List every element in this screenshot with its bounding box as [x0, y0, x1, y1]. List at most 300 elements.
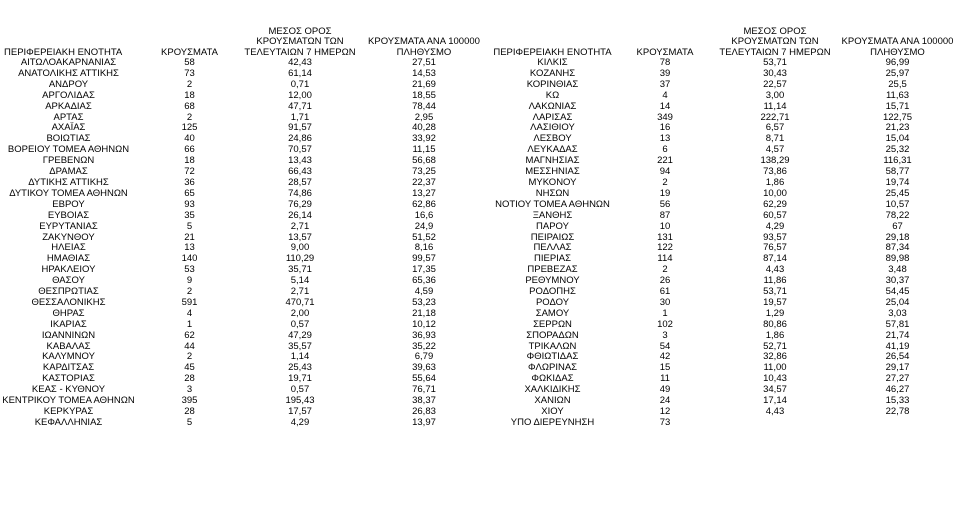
cases-cell: 349 [657, 111, 673, 123]
region-cell: ΝΗΣΩΝ [535, 187, 570, 199]
cases-cell: 39 [659, 67, 671, 79]
cases-cell: 24 [659, 395, 671, 407]
region-cell: ΑΙΤΩΛΟΑΚΑΡΝΑΝΙΑΣ [20, 57, 117, 68]
per100k-cell: 22,78 [885, 406, 910, 417]
region-header: ΠΕΡΙΦΕΡΕΙΑΚΗ ΕΝΟΤΗΤΑ [4, 46, 123, 58]
region-cell: ΑΡΚΑΔΙΑΣ [45, 100, 92, 112]
cases-cell: 5 [186, 220, 193, 232]
avg7-cell: 9,00 [290, 242, 310, 254]
avg7-cell: 470,71 [285, 296, 315, 308]
per100k-cell: 26,54 [885, 351, 910, 363]
table-row [0, 418, 490, 429]
cases-cell: 35 [184, 209, 195, 221]
per100k-cell: 76,71 [412, 384, 436, 396]
region-cell: ΑΝΑΤΟΛΙΚΗΣ ΑΤΤΙΚΗΣ [18, 67, 119, 79]
table-row [490, 211, 960, 222]
region-cell: ΚΕΦΑΛΛΗΝΙΑΣ [34, 416, 103, 428]
cases-cell: 54 [659, 340, 671, 352]
region-cell: ΔΥΤΙΚΟΥ ΤΟΜΕΑ ΑΘΗΝΩΝ [9, 187, 128, 199]
per100k-cell: 54,45 [885, 286, 910, 298]
cases-cell: 45 [184, 362, 195, 374]
region-cell: ΠΕΛΛΑΣ [533, 242, 572, 254]
region-cell: ΑΡΓΟΛΙΔΑΣ [42, 89, 95, 101]
cases-cell: 10 [659, 220, 671, 232]
per100k-cell: 27,27 [885, 373, 910, 385]
per100k-header [835, 24, 960, 58]
cases-cell: 19 [659, 187, 671, 199]
per100k-cell: 15,04 [885, 133, 910, 145]
avg7-cell: 110,29 [285, 253, 315, 265]
cases-cell: 94 [659, 166, 671, 178]
per100k-cell: 57,81 [885, 318, 910, 330]
avg7-cell: 2,00 [290, 307, 310, 319]
cases-cell: 221 [657, 155, 673, 167]
avg7-cell: 42,43 [288, 57, 312, 68]
region-cell: ΔΥΤΙΚΗΣ ΑΤΤΙΚΗΣ [28, 176, 109, 188]
per100k-cell: 8,16 [414, 242, 434, 254]
cases-cell: 2 [186, 351, 193, 363]
avg7-cell: 52,71 [763, 340, 787, 352]
cases-cell: 3 [186, 384, 193, 396]
avg7-cell: 2,71 [290, 220, 310, 232]
cases-cell: 102 [657, 318, 673, 330]
avg7-header-line3: ΤΕΛΕΥΤΑΙΩΝ 7 ΗΜΕΡΩΝ [244, 46, 356, 58]
avg7-cell: 1,29 [765, 307, 785, 319]
cases-cell: 30 [659, 296, 671, 308]
region-cell: ΡΟΔΟΠΗΣ [529, 286, 576, 298]
cases-cell: 114 [657, 253, 673, 265]
region-cell: ΞΑΝΘΗΣ [532, 209, 573, 221]
region-cell: ΗΡΑΚΛΕΙΟΥ [41, 264, 96, 276]
per100k-cell: 73,25 [412, 166, 436, 178]
cases-cell: 3 [662, 329, 668, 341]
per100k-cell: 27,51 [412, 57, 436, 68]
per100k-cell: 78,44 [412, 100, 436, 112]
region-cell: ΚΑΣΤΟΡΙΑΣ [42, 373, 95, 385]
cases-cell: 2 [186, 111, 193, 123]
region-cell: ΣΕΡΡΩΝ [533, 318, 572, 330]
cases-cell: 18 [184, 89, 195, 101]
region-cell: ΑΡΤΑΣ [53, 111, 84, 123]
avg7-header-line2: ΚΡΟΥΣΜΑΤΩΝ ΤΩΝ [256, 36, 344, 47]
per100k-cell: 11,15 [412, 144, 436, 156]
cases-cell: 1 [662, 307, 668, 319]
avg7-cell: 19,71 [288, 373, 312, 385]
per100k-cell: 10,57 [885, 198, 910, 210]
per100k-cell: 2,95 [414, 111, 434, 123]
per100k-cell: 24,9 [414, 220, 434, 232]
cases-cell: 5 [186, 416, 193, 428]
table-row [490, 102, 960, 113]
avg7-cell: 34,57 [763, 384, 787, 396]
avg7-cell: 13,43 [288, 155, 312, 167]
per100k-header-line2: ΠΛΗΘΥΣΜΟ [396, 46, 452, 58]
per100k-cell: 19,74 [885, 176, 910, 188]
per100k-cell: 62,86 [412, 198, 436, 210]
avg7-cell: 35,71 [288, 264, 312, 276]
cases-cell: 395 [181, 395, 198, 407]
cases-cell: 40 [184, 133, 195, 145]
table-row [0, 211, 490, 222]
region-cell: ΓΡΕΒΕΝΩΝ [42, 155, 95, 167]
per100k-cell: 25,5 [888, 78, 907, 90]
region-cell: ΑΧΑΪΑΣ [51, 122, 86, 134]
per100k-cell: 55,64 [412, 373, 436, 385]
avg7-cell: 10,43 [763, 373, 787, 385]
avg7-cell: 10,00 [763, 187, 787, 199]
avg7-cell: 73,86 [763, 166, 787, 178]
avg7-cell: 11,86 [763, 275, 787, 287]
region-cell: ΚΙΛΚΙΣ [537, 57, 568, 68]
region-cell: ΚΑΛΥΜΝΟΥ [42, 351, 95, 363]
avg7-cell: 195,43 [285, 395, 315, 407]
avg7-cell: 87,14 [763, 253, 787, 265]
avg7-header-line2: ΚΡΟΥΣΜΑΤΩΝ ΤΩΝ [731, 36, 819, 47]
avg7-cell: 4,57 [765, 144, 785, 156]
right-table-body [490, 58, 960, 429]
region-cell: ΛΑΡΙΣΑΣ [532, 111, 573, 123]
region-cell: ΘΕΣΠΡΩΤΙΑΣ [38, 286, 99, 298]
cases-cell: 28 [184, 373, 195, 385]
per100k-cell: 25,97 [885, 67, 910, 79]
avg7-cell: 80,86 [763, 318, 787, 330]
region-cell: ΕΥΡΥΤΑΝΙΑΣ [39, 220, 98, 232]
region-cell: ΝΟΤΙΟΥ ΤΟΜΕΑ ΑΘΗΝΩΝ [495, 198, 610, 210]
avg7-header [715, 24, 835, 58]
cases-cell: 125 [181, 122, 198, 134]
avg7-cell: 91,57 [288, 122, 312, 134]
region-cell: ΚΑΒΑΛΑΣ [46, 340, 91, 352]
cases-cell: 4 [186, 307, 193, 319]
right-table [490, 24, 960, 429]
per100k-header-line2: ΠΛΗΘΥΣΜΟ [870, 46, 925, 58]
cases-cell: 42 [659, 351, 671, 363]
avg7-cell: 222,71 [760, 111, 790, 123]
cases-cell: 53 [184, 264, 195, 276]
per100k-cell: 21,18 [412, 307, 436, 319]
per100k-cell: 122,75 [882, 111, 913, 123]
per100k-cell: 11,63 [885, 89, 910, 101]
per100k-cell: 18,55 [412, 89, 436, 101]
avg7-cell: 4,29 [765, 220, 785, 232]
cases-cell: 37 [659, 78, 671, 90]
avg7-cell: 53,71 [763, 286, 787, 298]
per100k-cell: 96,99 [885, 57, 910, 68]
per100k-cell: 46,27 [885, 384, 910, 396]
left-table [0, 24, 490, 429]
avg7-cell: 1,14 [290, 351, 310, 363]
cases-cell: 6 [662, 144, 668, 156]
cases-cell: 73 [184, 67, 195, 79]
region-cell: ΣΑΜΟΥ [535, 307, 570, 319]
per100k-cell: 89,98 [885, 253, 910, 265]
avg7-cell: 53,71 [763, 57, 787, 68]
left-table-body [0, 58, 490, 429]
region-cell: ΥΠΟ ΔΙΕΡΕΥΝΗΣΗ [510, 416, 595, 428]
cases-cell: 2 [186, 78, 193, 90]
cases-cell: 12 [659, 406, 671, 417]
region-cell: ΛΕΣΒΟΥ [533, 133, 572, 145]
per100k-cell: 99,57 [412, 253, 436, 265]
avg7-cell: 30,43 [763, 67, 787, 79]
cases-cell: 49 [659, 384, 671, 396]
cases-header: ΚΡΟΥΣΜΑΤΑ [636, 46, 694, 58]
avg7-cell: 11,00 [763, 362, 787, 374]
avg7-cell: 0,57 [290, 384, 310, 396]
table-row [0, 102, 490, 113]
per100k-cell: 21,74 [885, 329, 910, 341]
region-cell: ΕΥΒΟΙΑΣ [47, 209, 90, 221]
per100k-header [358, 24, 490, 58]
per100k-cell: 33,92 [412, 133, 436, 145]
avg7-cell: 74,86 [288, 187, 312, 199]
per100k-cell: 25,04 [885, 296, 910, 308]
cases-cell: 72 [184, 166, 195, 178]
per100k-cell: 78,22 [885, 209, 910, 221]
avg7-cell: 5,14 [290, 275, 310, 287]
per100k-cell: 30,37 [885, 275, 910, 287]
avg7-header-line1: ΜΕΣΟΣ ΟΡΟΣ [743, 25, 807, 37]
cases-cell: 1 [186, 318, 193, 330]
region-cell: ΗΜΑΘΙΑΣ [46, 253, 91, 265]
avg7-cell: 26,14 [288, 209, 312, 221]
table-row [490, 418, 960, 429]
per100k-cell: 67 [892, 220, 903, 232]
region-cell: ΚΕΡΚΥΡΑΣ [43, 406, 94, 417]
avg7-cell: 32,86 [763, 351, 787, 363]
cases-cell: 591 [181, 296, 198, 308]
avg7-cell: 17,57 [288, 406, 312, 417]
region-cell: ΜΕΣΣΗΝΙΑΣ [525, 166, 580, 178]
region-cell: ΛΑΚΩΝΙΑΣ [528, 100, 577, 112]
per100k-cell: 26,83 [412, 406, 436, 417]
cases-cell: 14 [659, 100, 671, 112]
table-row [490, 331, 960, 342]
region-cell: ΛΕΥΚΑΔΑΣ [527, 144, 578, 156]
avg7-cell: 138,29 [760, 155, 790, 167]
cases-cell: 66 [184, 144, 195, 156]
region-cell: ΤΡΙΚΑΛΩΝ [528, 340, 577, 352]
cases-cell: 21 [184, 231, 195, 243]
cases-cell: 4 [662, 89, 668, 101]
avg7-cell: 1,71 [290, 111, 310, 123]
per100k-cell: 35,22 [412, 340, 436, 352]
region-cell: ΛΑΣΙΘΙΟΥ [530, 122, 575, 134]
per100k-cell: 22,37 [412, 176, 436, 188]
cases-header: ΚΡΟΥΣΜΑΤΑ [161, 46, 218, 58]
cases-cell: 13 [184, 242, 195, 254]
avg7-cell: 76,57 [763, 242, 787, 254]
region-cell: ΗΛΕΙΑΣ [51, 242, 86, 254]
region-cell: ΚΟΖΑΝΗΣ [529, 67, 576, 79]
avg7-cell: 0,57 [290, 318, 310, 330]
per100k-cell: 16,6 [414, 209, 434, 221]
table-row [0, 91, 490, 102]
avg7-cell: 4,43 [765, 406, 785, 417]
avg7-cell [715, 418, 835, 429]
region-cell: ΡΕΘΥΜΝΟΥ [525, 275, 580, 287]
avg7-cell: 25,43 [288, 362, 312, 374]
per100k-cell: 58,77 [885, 166, 910, 178]
region-cell: ΒΟΙΩΤΙΑΣ [46, 133, 91, 145]
avg7-cell: 70,57 [288, 144, 312, 156]
avg7-cell: 47,71 [288, 100, 312, 112]
region-header: ΠΕΡΙΦΕΡΕΙΑΚΗ ΕΝΟΤΗΤΑ [493, 46, 612, 58]
region-cell: ΑΝΔΡΟΥ [48, 78, 89, 90]
per100k-cell: 25,45 [885, 187, 910, 199]
per100k-cell: 10,12 [412, 318, 436, 330]
cases-cell: 9 [186, 275, 193, 287]
avg7-cell: 1,86 [765, 329, 785, 341]
cases-cell: 18 [184, 155, 195, 167]
per100k-cell: 39,63 [412, 362, 436, 374]
per100k-cell: 87,34 [885, 242, 910, 254]
avg7-cell: 22,57 [763, 78, 787, 90]
cases-cell: 16 [659, 122, 671, 134]
cases-cell: 61 [659, 286, 671, 298]
region-cell: ΚΕΑΣ - ΚΥΘΝΟΥ [31, 384, 106, 396]
region-cell: ΜΥΚΟΝΟΥ [528, 176, 577, 188]
right-table-header [490, 24, 960, 58]
avg7-cell: 93,57 [763, 231, 787, 243]
per100k-cell: 15,71 [885, 100, 910, 112]
avg7-cell: 47,29 [288, 329, 312, 341]
region-cell: ΙΚΑΡΙΑΣ [50, 318, 87, 330]
avg7-cell: 1,86 [765, 176, 785, 188]
region-cell: ΣΠΟΡΑΔΩΝ [526, 329, 579, 341]
region-cell: ΚΟΡΙΝΘΙΑΣ [526, 78, 579, 90]
avg7-cell: 11,14 [763, 100, 787, 112]
per100k-cell: 29,18 [885, 231, 910, 243]
table-row [490, 222, 960, 233]
per100k-cell: 41,19 [885, 340, 910, 352]
cases-cell: 56 [659, 198, 671, 210]
per100k-cell: 25,32 [885, 144, 910, 156]
per100k-cell: 56,68 [412, 155, 436, 167]
avg7-cell: 8,71 [765, 133, 785, 145]
cases-cell: 73 [659, 416, 671, 428]
avg7-cell: 76,29 [288, 198, 312, 210]
cases-cell: 68 [184, 100, 195, 112]
cases-cell: 11 [660, 373, 670, 385]
per100k-cell: 116,31 [883, 155, 912, 167]
avg7-cell: 62,29 [763, 198, 787, 210]
per100k-cell: 4,59 [414, 286, 434, 298]
left-table-header [0, 24, 490, 58]
cases-cell: 93 [184, 198, 195, 210]
region-cell: ΔΡΑΜΑΣ [49, 166, 88, 178]
cases-cell: 78 [659, 57, 671, 68]
per100k-cell: 40,28 [412, 122, 436, 134]
region-cell: ΠΑΡΟΥ [536, 220, 569, 232]
region-cell: ΚΑΡΔΙΤΣΑΣ [42, 362, 95, 374]
region-cell: ΠΙΕΡΙΑΣ [533, 253, 572, 265]
per100k-cell: 13,27 [412, 187, 436, 199]
region-cell: ΦΘΙΩΤΙΔΑΣ [526, 351, 579, 363]
cases-cell: 26 [659, 275, 671, 287]
cases-cell: 15 [659, 362, 671, 374]
per100k-cell: 38,37 [412, 395, 436, 407]
avg7-cell: 28,57 [288, 176, 312, 188]
cases-cell: 58 [184, 57, 195, 68]
region-cell: ΧΑΛΚΙΔΙΚΗΣ [524, 384, 581, 396]
per100k-cell: 3,03 [888, 307, 907, 319]
avg7-cell: 3,00 [765, 89, 785, 101]
per100k-header-line1: ΚΡΟΥΣΜΑΤΑ ΑΝΑ 100000 [841, 36, 954, 47]
per100k-cell: 3,48 [888, 264, 907, 276]
avg7-cell: 35,57 [288, 340, 312, 352]
region-cell: ΜΑΓΝΗΣΙΑΣ [525, 155, 580, 167]
avg7-cell: 4,43 [765, 264, 785, 276]
table-row [490, 91, 960, 102]
region-cell: ΡΟΔΟΥ [535, 296, 570, 308]
cases-cell: 13 [659, 133, 671, 145]
avg7-cell: 19,57 [763, 296, 787, 308]
region-cell: ΦΛΩΡΙΝΑΣ [527, 362, 578, 374]
region-cell: ΚΩ [545, 89, 560, 101]
per100k-cell: 15,33 [885, 395, 910, 407]
per100k-cell: 36,93 [412, 329, 436, 341]
per100k-cell: 13,97 [412, 416, 436, 428]
per100k-header-line1: ΚΡΟΥΣΜΑΤΑ ΑΝΑ 100000 [368, 36, 480, 47]
region-cell: ΦΩΚΙΔΑΣ [531, 373, 574, 385]
cases-cell: 122 [657, 242, 673, 254]
table-row [0, 222, 490, 233]
avg7-cell: 4,29 [290, 416, 310, 428]
avg7-cell: 60,57 [763, 209, 787, 221]
per100k-cell: 29,17 [885, 362, 910, 374]
per100k-cell: 51,52 [412, 231, 436, 243]
avg7-cell: 66,43 [288, 166, 312, 178]
avg7-header-line3: ΤΕΛΕΥΤΑΙΩΝ 7 ΗΜΕΡΩΝ [719, 46, 831, 58]
avg7-cell: 0,71 [290, 78, 310, 90]
region-cell: ΒΟΡΕΙΟΥ ΤΟΜΕΑ ΑΘΗΝΩΝ [7, 144, 130, 156]
cases-cell: 2 [662, 264, 668, 276]
region-cell: ΧΑΝΙΩΝ [534, 395, 571, 407]
cases-cell: 28 [184, 406, 195, 417]
cases-cell: 2 [186, 286, 193, 298]
per100k-cell: 21,69 [412, 78, 436, 90]
per100k-cell: 53,23 [412, 296, 436, 308]
region-cell: ΖΑΚΥΝΘΟΥ [42, 231, 95, 243]
avg7-cell: 13,57 [288, 231, 312, 243]
region-cell: ΘΕΣΣΑΛΟΝΙΚΗΣ [31, 296, 106, 308]
region-cell: ΕΒΡΟΥ [52, 198, 85, 210]
per100k-cell: 14,53 [412, 67, 436, 79]
cases-cell: 2 [662, 176, 668, 188]
avg7-header-line1: ΜΕΣΟΣ ΟΡΟΣ [268, 25, 332, 37]
per100k-cell: 21,23 [885, 122, 910, 134]
per100k-cell: 17,35 [412, 264, 436, 276]
cases-cell: 140 [181, 253, 198, 265]
per100k-cell [835, 418, 960, 429]
region-cell: ΠΡΕΒΕΖΑΣ [527, 264, 578, 276]
table-row [0, 331, 490, 342]
avg7-cell: 2,71 [290, 286, 310, 298]
cases-cell: 44 [184, 340, 195, 352]
avg7-cell: 24,86 [288, 133, 312, 145]
per100k-cell: 6,79 [414, 351, 434, 363]
cases-cell: 65 [184, 187, 195, 199]
cases-cell: 36 [184, 176, 195, 188]
region-cell: ΧΙΟΥ [541, 406, 564, 417]
avg7-cell: 17,14 [763, 395, 787, 407]
region-cell: ΠΕΙΡΑΙΩΣ [530, 231, 575, 243]
cases-cell: 131 [657, 231, 673, 243]
avg7-header [242, 24, 358, 58]
region-cell: ΘΗΡΑΣ [52, 307, 85, 319]
region-cell: ΙΩΑΝΝΙΝΩΝ [41, 329, 96, 341]
